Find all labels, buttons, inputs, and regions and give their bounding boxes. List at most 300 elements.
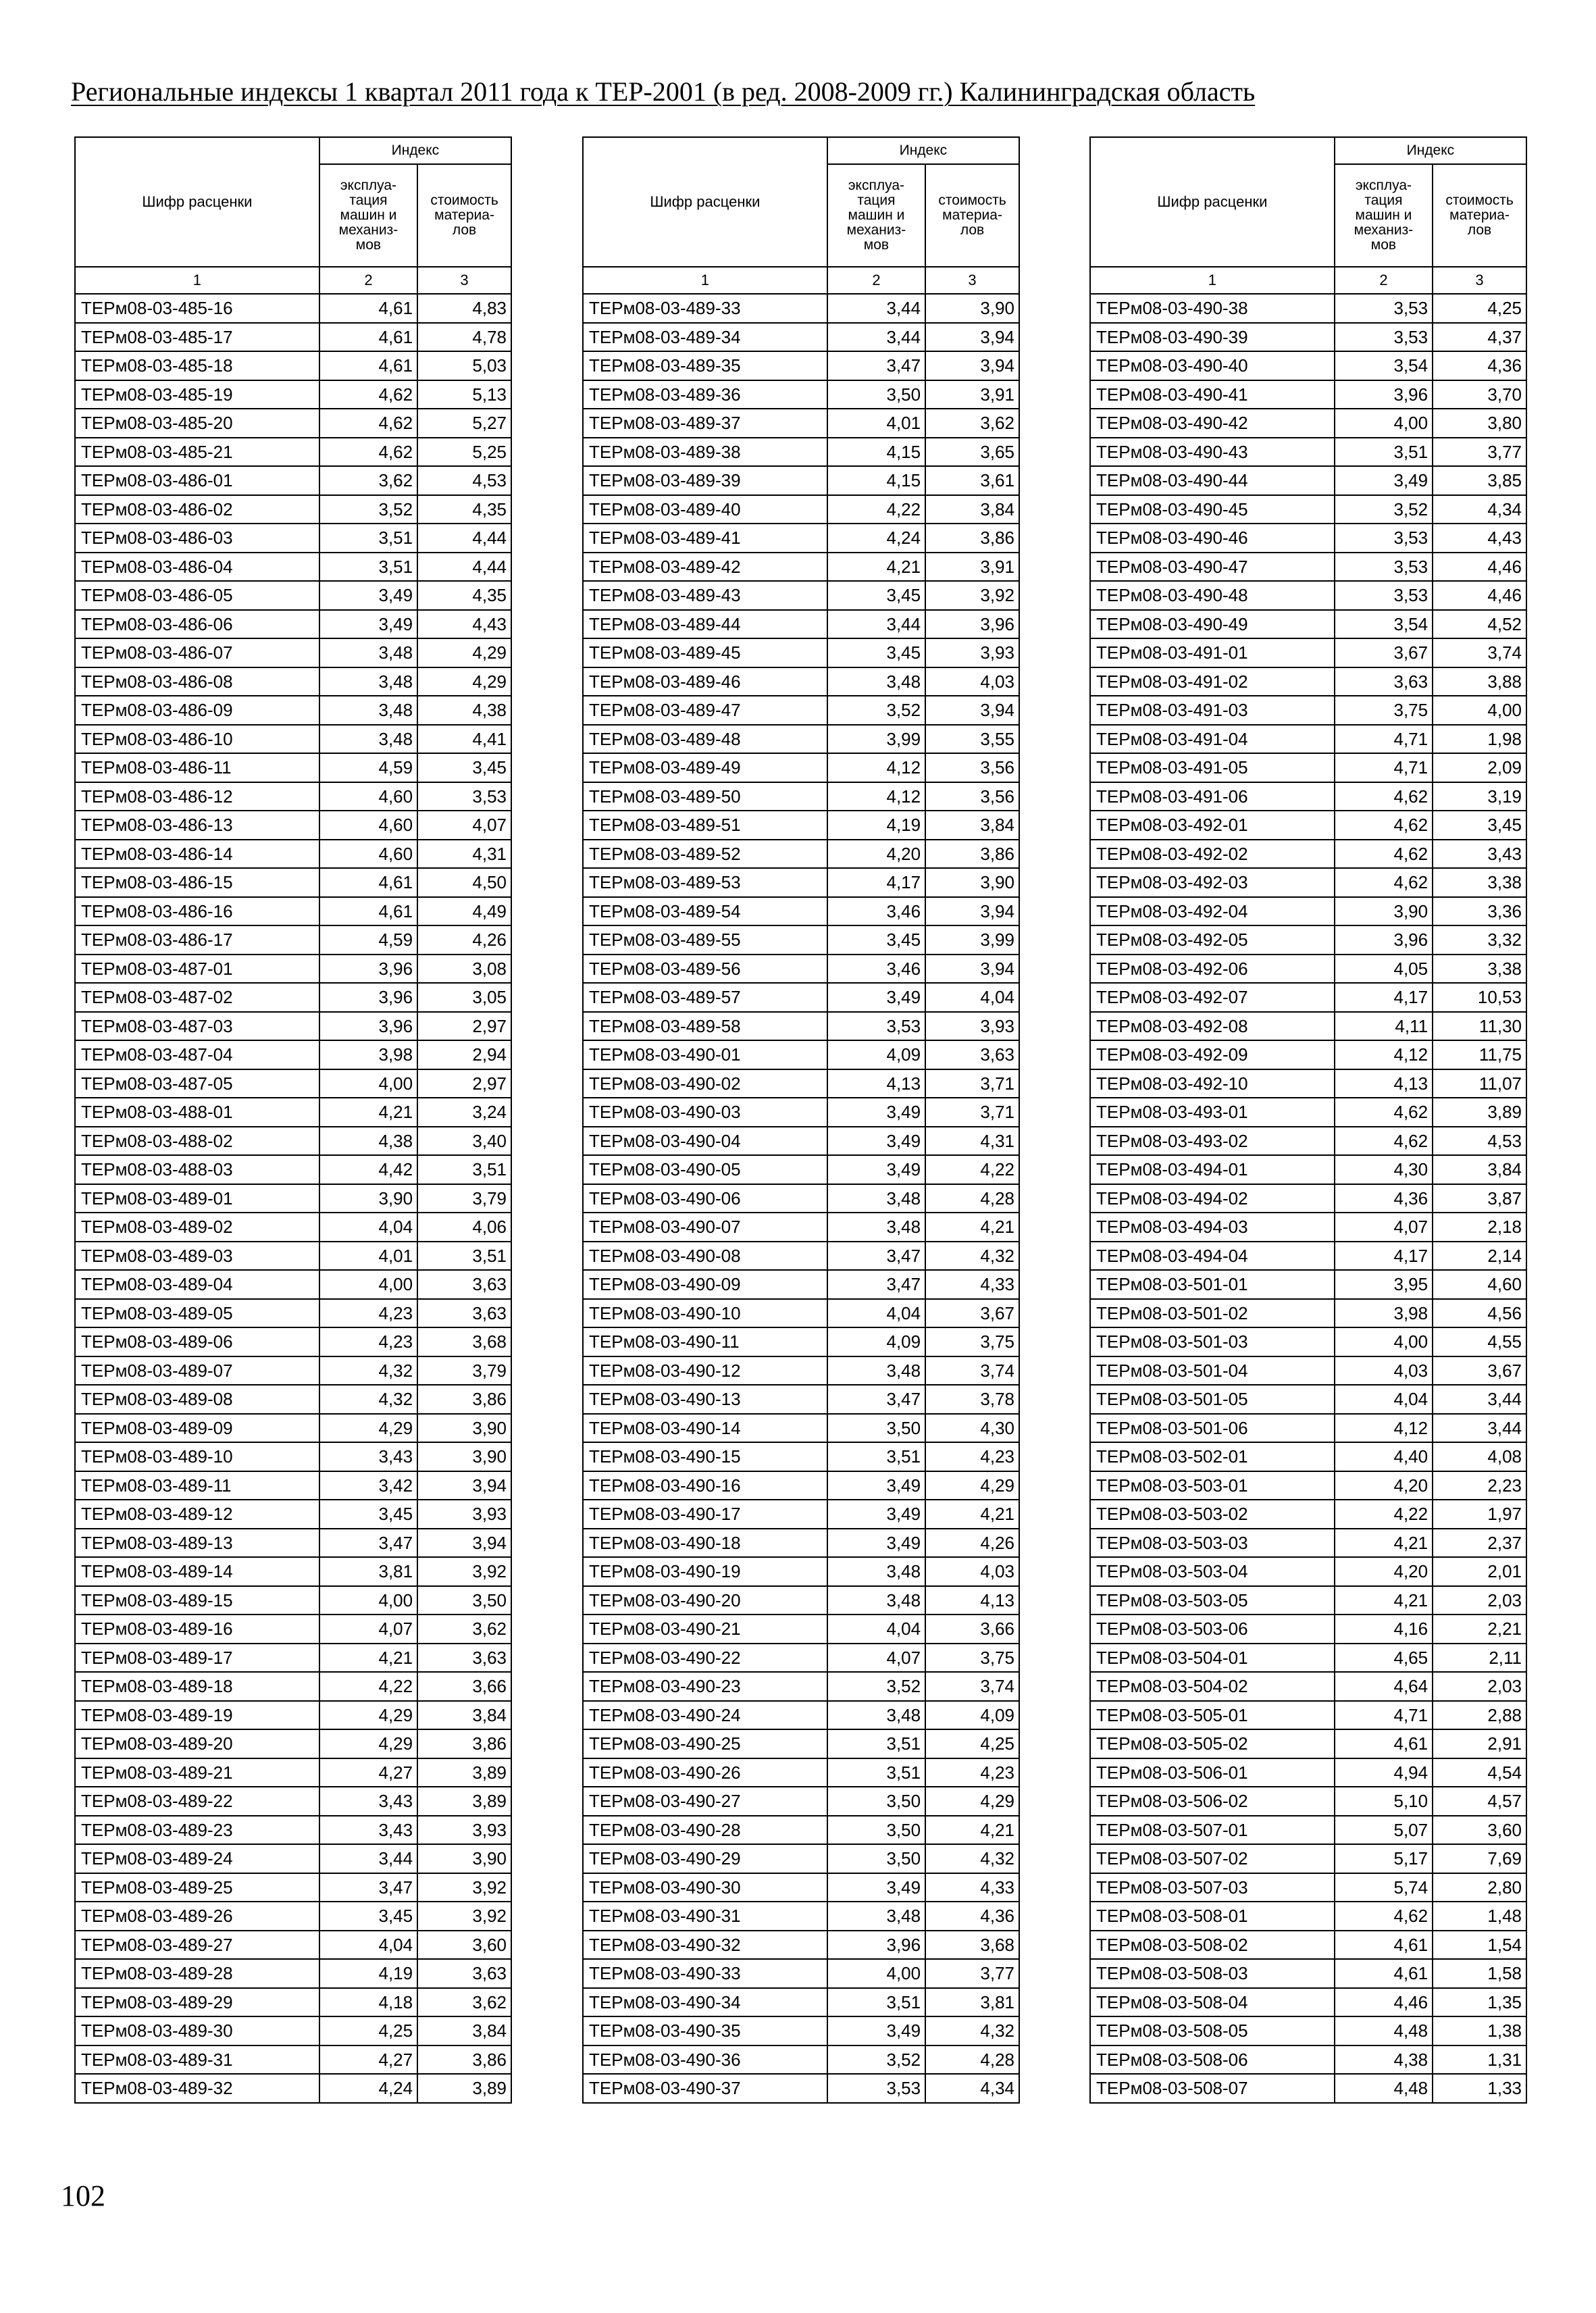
materials-index: 3,89 bbox=[417, 1758, 511, 1787]
materials-index: 3,94 bbox=[925, 955, 1019, 984]
rate-code: ТЕРм08-03-492-01 bbox=[1090, 811, 1335, 840]
materials-index: 4,03 bbox=[925, 1557, 1019, 1586]
table-row bbox=[75, 1098, 511, 1127]
rate-code: ТЕРм08-03-490-01 bbox=[583, 1040, 827, 1069]
materials-index: 3,86 bbox=[417, 2045, 511, 2075]
table-row bbox=[75, 1184, 511, 1213]
table-row bbox=[75, 1902, 511, 1931]
rate-code: ТЕРм08-03-486-03 bbox=[75, 524, 319, 553]
materials-index: 3,85 bbox=[1433, 466, 1526, 495]
rate-code: ТЕРм08-03-490-21 bbox=[583, 1615, 827, 1644]
materials-index: 2,97 bbox=[417, 1012, 511, 1041]
page-number: 102 bbox=[61, 2179, 105, 2212]
table-row bbox=[1090, 323, 1526, 352]
rate-code: ТЕРм08-03-505-02 bbox=[1090, 1729, 1335, 1758]
rate-code: ТЕРм08-03-503-01 bbox=[1090, 1471, 1335, 1500]
materials-index: 3,93 bbox=[417, 1816, 511, 1845]
rate-code: ТЕРм08-03-501-03 bbox=[1090, 1327, 1335, 1356]
table-row bbox=[1090, 1615, 1526, 1644]
machines-index: 4,12 bbox=[1335, 1040, 1433, 1069]
machines-index: 4,12 bbox=[827, 782, 925, 811]
machines-index: 4,16 bbox=[1335, 1615, 1433, 1644]
table-row bbox=[1090, 925, 1526, 955]
rate-code: ТЕРм08-03-490-44 bbox=[1090, 466, 1335, 495]
rate-code: ТЕРм08-03-487-05 bbox=[75, 1069, 319, 1098]
machines-index: 4,62 bbox=[1335, 1902, 1433, 1931]
rate-code: ТЕРм08-03-491-02 bbox=[1090, 667, 1335, 696]
machines-index: 4,48 bbox=[1335, 2074, 1433, 2103]
table-row bbox=[583, 1557, 1019, 1586]
machines-index: 4,20 bbox=[827, 840, 925, 869]
materials-index: 2,97 bbox=[417, 1069, 511, 1098]
table-row bbox=[1090, 1242, 1526, 1271]
table-row bbox=[583, 2074, 1019, 2103]
rate-code: ТЕРм08-03-508-02 bbox=[1090, 1931, 1335, 1960]
rate-code: ТЕРм08-03-494-03 bbox=[1090, 1213, 1335, 1242]
column-number-1: 1 bbox=[1090, 267, 1335, 294]
table-row bbox=[1090, 1356, 1526, 1386]
machines-index: 3,63 bbox=[1335, 667, 1433, 696]
table-row bbox=[1090, 1155, 1526, 1184]
table-row bbox=[1090, 753, 1526, 782]
rate-code: ТЕРм08-03-501-04 bbox=[1090, 1356, 1335, 1386]
materials-index: 2,14 bbox=[1433, 1242, 1526, 1271]
materials-index: 3,79 bbox=[417, 1356, 511, 1386]
table-row bbox=[1090, 495, 1526, 524]
rate-code: ТЕРм08-03-489-03 bbox=[75, 1242, 319, 1271]
rate-code: ТЕРм08-03-489-41 bbox=[583, 524, 827, 553]
machines-index: 4,62 bbox=[319, 380, 417, 409]
table-row bbox=[1090, 409, 1526, 438]
materials-index: 3,79 bbox=[417, 1184, 511, 1213]
rate-code: ТЕРм08-03-494-02 bbox=[1090, 1184, 1335, 1213]
rate-code: ТЕРм08-03-486-06 bbox=[75, 610, 319, 639]
machines-index: 3,45 bbox=[319, 1902, 417, 1931]
table-row bbox=[1090, 1672, 1526, 1701]
table-row bbox=[583, 1098, 1019, 1127]
machines-index: 4,00 bbox=[1335, 1327, 1433, 1356]
materials-index: 3,61 bbox=[925, 466, 1019, 495]
materials-index: 1,54 bbox=[1433, 1931, 1526, 1960]
table-row bbox=[1090, 983, 1526, 1012]
rate-code: ТЕРм08-03-489-51 bbox=[583, 811, 827, 840]
materials-index: 4,21 bbox=[925, 1213, 1019, 1242]
table-row bbox=[583, 667, 1019, 696]
table-row bbox=[1090, 581, 1526, 610]
machines-index: 4,61 bbox=[1335, 1959, 1433, 1988]
rate-code: ТЕРм08-03-489-09 bbox=[75, 1414, 319, 1443]
materials-index: 2,88 bbox=[1433, 1701, 1526, 1730]
rate-code: ТЕРм08-03-489-49 bbox=[583, 753, 827, 782]
machines-index: 3,46 bbox=[827, 955, 925, 984]
rate-code: ТЕРм08-03-490-45 bbox=[1090, 495, 1335, 524]
table-row bbox=[583, 1184, 1019, 1213]
machines-index: 4,65 bbox=[1335, 1644, 1433, 1673]
table-row bbox=[583, 409, 1019, 438]
table-row bbox=[1090, 1557, 1526, 1586]
materials-index: 3,92 bbox=[417, 1902, 511, 1931]
rate-code: ТЕРм08-03-503-05 bbox=[1090, 1586, 1335, 1615]
rate-code: ТЕРм08-03-489-12 bbox=[75, 1500, 319, 1529]
materials-index: 4,34 bbox=[1433, 495, 1526, 524]
machines-index: 4,71 bbox=[1335, 725, 1433, 754]
materials-index: 3,96 bbox=[925, 610, 1019, 639]
rate-code: ТЕРм08-03-490-28 bbox=[583, 1816, 827, 1845]
rate-code: ТЕРм08-03-489-50 bbox=[583, 782, 827, 811]
rate-code: ТЕРм08-03-490-47 bbox=[1090, 553, 1335, 582]
rate-code: ТЕРм08-03-489-05 bbox=[75, 1299, 319, 1328]
table-row bbox=[583, 2045, 1019, 2075]
header-index: Индекс bbox=[319, 137, 511, 164]
machines-index: 3,48 bbox=[827, 1213, 925, 1242]
table-row bbox=[583, 351, 1019, 380]
table-row bbox=[583, 1155, 1019, 1184]
machines-index: 3,98 bbox=[1335, 1299, 1433, 1328]
rate-code: ТЕРм08-03-490-04 bbox=[583, 1127, 827, 1156]
materials-index: 3,51 bbox=[417, 1242, 511, 1271]
table-row bbox=[75, 1959, 511, 1988]
machines-index: 4,30 bbox=[1335, 1155, 1433, 1184]
index-table bbox=[582, 136, 1020, 2104]
table-row bbox=[1090, 725, 1526, 754]
table-row bbox=[75, 1270, 511, 1299]
machines-index: 3,52 bbox=[319, 495, 417, 524]
machines-index: 3,53 bbox=[1335, 294, 1433, 323]
machines-index: 5,74 bbox=[1335, 1873, 1433, 1902]
machines-index: 4,21 bbox=[1335, 1529, 1433, 1558]
machines-index: 3,46 bbox=[827, 897, 925, 926]
machines-index: 3,51 bbox=[1335, 438, 1433, 467]
table-row bbox=[1090, 897, 1526, 926]
table-row bbox=[75, 811, 511, 840]
machines-index: 3,47 bbox=[827, 1270, 925, 1299]
materials-index: 4,31 bbox=[417, 840, 511, 869]
table-row bbox=[75, 438, 511, 467]
machines-index: 4,27 bbox=[319, 1758, 417, 1787]
table-row bbox=[583, 1844, 1019, 1873]
machines-index: 3,49 bbox=[1335, 466, 1433, 495]
rate-code: ТЕРм08-03-489-33 bbox=[583, 294, 827, 323]
rate-code: ТЕРм08-03-492-04 bbox=[1090, 897, 1335, 926]
materials-index: 3,08 bbox=[417, 955, 511, 984]
materials-index: 3,19 bbox=[1433, 782, 1526, 811]
table-row bbox=[583, 868, 1019, 897]
materials-index: 4,26 bbox=[925, 1529, 1019, 1558]
machines-index: 5,10 bbox=[1335, 1787, 1433, 1816]
rate-code: ТЕРм08-03-490-14 bbox=[583, 1414, 827, 1443]
machines-index: 3,96 bbox=[319, 983, 417, 1012]
table-row bbox=[1090, 1902, 1526, 1931]
table-row bbox=[1090, 868, 1526, 897]
table-row bbox=[75, 868, 511, 897]
rate-code: ТЕРм08-03-490-05 bbox=[583, 1155, 827, 1184]
materials-index: 3,71 bbox=[925, 1069, 1019, 1098]
materials-index: 4,52 bbox=[1433, 610, 1526, 639]
rate-code: ТЕРм08-03-489-11 bbox=[75, 1471, 319, 1500]
materials-index: 4,53 bbox=[417, 466, 511, 495]
materials-index: 2,23 bbox=[1433, 1471, 1526, 1500]
rate-code: ТЕРм08-03-502-01 bbox=[1090, 1442, 1335, 1471]
materials-index: 1,33 bbox=[1433, 2074, 1526, 2103]
machines-index: 4,64 bbox=[1335, 1672, 1433, 1701]
materials-index: 3,38 bbox=[1433, 868, 1526, 897]
materials-index: 4,35 bbox=[417, 581, 511, 610]
materials-index: 2,21 bbox=[1433, 1615, 1526, 1644]
machines-index: 3,49 bbox=[827, 983, 925, 1012]
rate-code: ТЕРм08-03-487-04 bbox=[75, 1040, 319, 1069]
materials-index: 3,24 bbox=[417, 1098, 511, 1127]
machines-index: 3,96 bbox=[1335, 380, 1433, 409]
header-materials: стоимость материа- лов bbox=[1433, 164, 1526, 267]
materials-index: 3,66 bbox=[925, 1615, 1019, 1644]
table-row bbox=[75, 466, 511, 495]
table-row bbox=[583, 1586, 1019, 1615]
materials-index: 4,21 bbox=[925, 1500, 1019, 1529]
machines-index: 3,44 bbox=[319, 1844, 417, 1873]
machines-index: 3,42 bbox=[319, 1471, 417, 1500]
rate-code: ТЕРм08-03-491-04 bbox=[1090, 725, 1335, 754]
materials-index: 2,37 bbox=[1433, 1529, 1526, 1558]
machines-index: 3,96 bbox=[319, 955, 417, 984]
rate-code: ТЕРм08-03-490-46 bbox=[1090, 524, 1335, 553]
machines-index: 3,47 bbox=[319, 1873, 417, 1902]
machines-index: 4,22 bbox=[827, 495, 925, 524]
rate-code: ТЕРм08-03-490-13 bbox=[583, 1385, 827, 1414]
rate-code: ТЕРм08-03-490-40 bbox=[1090, 351, 1335, 380]
machines-index: 3,47 bbox=[827, 1242, 925, 1271]
table-row bbox=[1090, 1844, 1526, 1873]
rate-code: ТЕРм08-03-508-05 bbox=[1090, 2016, 1335, 2045]
machines-index: 3,43 bbox=[319, 1816, 417, 1845]
machines-index: 3,49 bbox=[827, 1471, 925, 1500]
machines-index: 4,21 bbox=[827, 553, 925, 582]
table-row bbox=[583, 323, 1019, 352]
table-row bbox=[1090, 438, 1526, 467]
rate-code: ТЕРм08-03-490-32 bbox=[583, 1931, 827, 1960]
rate-code: ТЕРм08-03-504-01 bbox=[1090, 1644, 1335, 1673]
header-code: Шифр расценки bbox=[583, 137, 827, 267]
materials-index: 4,28 bbox=[925, 2045, 1019, 2075]
table-row bbox=[583, 1644, 1019, 1673]
table-row bbox=[583, 840, 1019, 869]
header-code: Шифр расценки bbox=[1090, 137, 1335, 267]
rate-code: ТЕРм08-03-489-58 bbox=[583, 1012, 827, 1041]
rate-code: ТЕРм08-03-490-22 bbox=[583, 1644, 827, 1673]
rate-code: ТЕРм08-03-501-02 bbox=[1090, 1299, 1335, 1328]
table-row bbox=[583, 1385, 1019, 1414]
materials-index: 3,88 bbox=[1433, 667, 1526, 696]
materials-index: 4,50 bbox=[417, 868, 511, 897]
materials-index: 3,93 bbox=[925, 1012, 1019, 1041]
machines-index: 3,99 bbox=[827, 725, 925, 754]
index-table bbox=[74, 136, 512, 2104]
rate-code: ТЕРм08-03-489-40 bbox=[583, 495, 827, 524]
table-row bbox=[583, 1787, 1019, 1816]
rate-code: ТЕРм08-03-507-01 bbox=[1090, 1816, 1335, 1845]
materials-index: 3,84 bbox=[417, 2016, 511, 2045]
rate-code: ТЕРм08-03-490-26 bbox=[583, 1758, 827, 1787]
table-row bbox=[1090, 1873, 1526, 1902]
rate-code: ТЕРм08-03-489-37 bbox=[583, 409, 827, 438]
index-table-left bbox=[74, 136, 512, 2104]
rate-code: ТЕРм08-03-489-55 bbox=[583, 925, 827, 955]
materials-index: 3,84 bbox=[1433, 1155, 1526, 1184]
materials-index: 4,09 bbox=[925, 1701, 1019, 1730]
machines-index: 3,48 bbox=[319, 638, 417, 667]
machines-index: 4,62 bbox=[319, 438, 417, 467]
materials-index: 4,23 bbox=[925, 1758, 1019, 1787]
table-row bbox=[1090, 2074, 1526, 2103]
rate-code: ТЕРм08-03-489-07 bbox=[75, 1356, 319, 1386]
table-row bbox=[75, 1988, 511, 2017]
materials-index: 3,63 bbox=[417, 1644, 511, 1673]
materials-index: 4,57 bbox=[1433, 1787, 1526, 1816]
table-row bbox=[1090, 1012, 1526, 1041]
table-row bbox=[75, 2074, 511, 2103]
machines-index: 4,00 bbox=[319, 1069, 417, 1098]
materials-index: 1,98 bbox=[1433, 725, 1526, 754]
materials-index: 3,90 bbox=[925, 868, 1019, 897]
materials-index: 3,90 bbox=[417, 1442, 511, 1471]
materials-index: 4,56 bbox=[1433, 1299, 1526, 1328]
materials-index: 3,71 bbox=[925, 1098, 1019, 1127]
materials-index: 3,70 bbox=[1433, 380, 1526, 409]
table-row bbox=[75, 955, 511, 984]
rate-code: ТЕРм08-03-492-05 bbox=[1090, 925, 1335, 955]
materials-index: 4,37 bbox=[1433, 323, 1526, 352]
rate-code: ТЕРм08-03-489-30 bbox=[75, 2016, 319, 2045]
table-row bbox=[583, 983, 1019, 1012]
rate-code: ТЕРм08-03-489-10 bbox=[75, 1442, 319, 1471]
materials-index: 3,74 bbox=[1433, 638, 1526, 667]
header-machines: эксплуа- тация машин и механиз- мов bbox=[1335, 164, 1433, 267]
machines-index: 4,62 bbox=[319, 409, 417, 438]
materials-index: 3,94 bbox=[925, 696, 1019, 725]
table-row bbox=[75, 294, 511, 323]
machines-index: 3,62 bbox=[319, 466, 417, 495]
materials-index: 3,94 bbox=[925, 351, 1019, 380]
rate-code: ТЕРм08-03-487-03 bbox=[75, 1012, 319, 1041]
machines-index: 4,09 bbox=[827, 1327, 925, 1356]
table-row bbox=[583, 610, 1019, 639]
table-row bbox=[583, 1816, 1019, 1845]
materials-index: 3,65 bbox=[925, 438, 1019, 467]
table-row bbox=[75, 524, 511, 553]
machines-index: 4,38 bbox=[319, 1127, 417, 1156]
table-row bbox=[75, 1327, 511, 1356]
table-row bbox=[75, 2016, 511, 2045]
rate-code: ТЕРм08-03-486-14 bbox=[75, 840, 319, 869]
machines-index: 4,61 bbox=[319, 323, 417, 352]
materials-index: 3,84 bbox=[417, 1701, 511, 1730]
table-row bbox=[1090, 1787, 1526, 1816]
rate-code: ТЕРм08-03-486-10 bbox=[75, 725, 319, 754]
table-row bbox=[1090, 1931, 1526, 1960]
rate-code: ТЕРм08-03-489-16 bbox=[75, 1615, 319, 1644]
table-row bbox=[583, 581, 1019, 610]
table-row bbox=[75, 1931, 511, 1960]
rate-code: ТЕРм08-03-488-03 bbox=[75, 1155, 319, 1184]
table-row bbox=[75, 1529, 511, 1558]
table-row bbox=[1090, 1758, 1526, 1787]
table-row bbox=[75, 1873, 511, 1902]
column-number-2: 2 bbox=[1335, 267, 1433, 294]
materials-index: 3,94 bbox=[417, 1529, 511, 1558]
rate-code: ТЕРм08-03-489-14 bbox=[75, 1557, 319, 1586]
machines-index: 3,96 bbox=[1335, 925, 1433, 955]
materials-index: 2,11 bbox=[1433, 1644, 1526, 1673]
rate-code: ТЕРм08-03-490-49 bbox=[1090, 610, 1335, 639]
rate-code: ТЕРм08-03-486-07 bbox=[75, 638, 319, 667]
materials-index: 3,63 bbox=[417, 1959, 511, 1988]
materials-index: 4,32 bbox=[925, 2016, 1019, 2045]
rate-code: ТЕРм08-03-493-01 bbox=[1090, 1098, 1335, 1127]
table-row bbox=[75, 1155, 511, 1184]
machines-index: 4,07 bbox=[319, 1615, 417, 1644]
materials-index: 4,29 bbox=[417, 638, 511, 667]
table-row bbox=[1090, 1529, 1526, 1558]
materials-index: 3,45 bbox=[417, 753, 511, 782]
machines-index: 3,95 bbox=[1335, 1270, 1433, 1299]
table-row bbox=[75, 1012, 511, 1041]
materials-index: 3,81 bbox=[925, 1988, 1019, 2017]
table-row bbox=[583, 1356, 1019, 1386]
machines-index: 4,23 bbox=[319, 1299, 417, 1328]
machines-index: 4,04 bbox=[827, 1299, 925, 1328]
machines-index: 4,00 bbox=[827, 1959, 925, 1988]
materials-index: 4,38 bbox=[417, 696, 511, 725]
materials-index: 3,45 bbox=[1433, 811, 1526, 840]
machines-index: 3,51 bbox=[319, 553, 417, 582]
table-row bbox=[1090, 782, 1526, 811]
rate-code: ТЕРм08-03-491-06 bbox=[1090, 782, 1335, 811]
materials-index: 3,51 bbox=[417, 1155, 511, 1184]
column-number-2: 2 bbox=[827, 267, 925, 294]
rate-code: ТЕРм08-03-489-42 bbox=[583, 553, 827, 582]
machines-index: 3,45 bbox=[319, 1500, 417, 1529]
materials-index: 3,89 bbox=[417, 2074, 511, 2103]
table-row bbox=[1090, 1299, 1526, 1328]
rate-code: ТЕРм08-03-489-34 bbox=[583, 323, 827, 352]
rate-code: ТЕРм08-03-489-32 bbox=[75, 2074, 319, 2103]
table-row bbox=[583, 638, 1019, 667]
machines-index: 4,46 bbox=[1335, 1988, 1433, 2017]
machines-index: 3,49 bbox=[827, 2016, 925, 2045]
rate-code: ТЕРм08-03-489-24 bbox=[75, 1844, 319, 1873]
rate-code: ТЕРм08-03-489-54 bbox=[583, 897, 827, 926]
materials-index: 3,84 bbox=[925, 495, 1019, 524]
materials-index: 3,75 bbox=[925, 1644, 1019, 1673]
rate-code: ТЕРм08-03-489-27 bbox=[75, 1931, 319, 1960]
materials-index: 4,33 bbox=[925, 1270, 1019, 1299]
rate-code: ТЕРм08-03-489-08 bbox=[75, 1385, 319, 1414]
machines-index: 3,48 bbox=[319, 725, 417, 754]
rate-code: ТЕРм08-03-490-39 bbox=[1090, 323, 1335, 352]
materials-index: 4,35 bbox=[417, 495, 511, 524]
table-row bbox=[75, 1729, 511, 1758]
table-row bbox=[1090, 1098, 1526, 1127]
table-row bbox=[75, 1758, 511, 1787]
materials-index: 4,60 bbox=[1433, 1270, 1526, 1299]
materials-index: 4,32 bbox=[925, 1844, 1019, 1873]
machines-index: 3,90 bbox=[1335, 897, 1433, 926]
machines-index: 3,52 bbox=[1335, 495, 1433, 524]
materials-index: 4,54 bbox=[1433, 1758, 1526, 1787]
machines-index: 3,50 bbox=[827, 1844, 925, 1873]
table-row bbox=[75, 1844, 511, 1873]
rate-code: ТЕРм08-03-492-10 bbox=[1090, 1069, 1335, 1098]
table-row bbox=[583, 1529, 1019, 1558]
